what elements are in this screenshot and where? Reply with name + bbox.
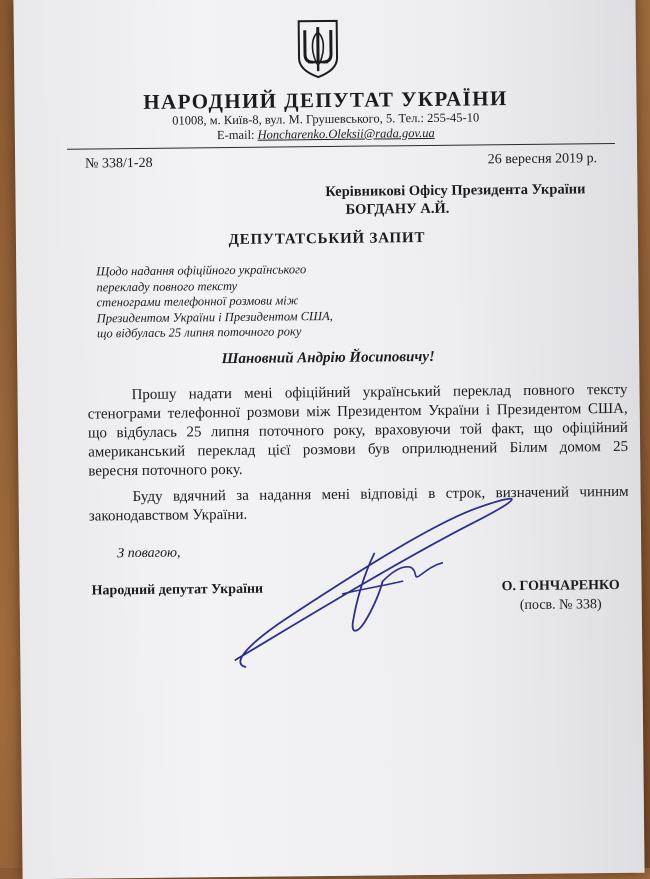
signer-certificate: (посв. № 338) [519, 597, 602, 614]
addressee-position: Керівникові Офісу Президента України [325, 181, 586, 201]
paragraph-line: стенограми телефонної розмови між Президентом України і Президентом США, [87, 400, 628, 423]
letterhead-divider [67, 143, 615, 150]
closing-regards: З повагою, [117, 545, 181, 562]
body-paragraph-2 [89, 483, 629, 527]
paragraph-line: Буду вдячний за надання мені відповіді в строк, визначений чинним [132, 483, 629, 506]
subject-line: Президентом України і Президентом США, [96, 308, 333, 326]
subject-block [96, 262, 333, 342]
email-label: E-mail: [216, 127, 258, 143]
subject-line: перекладу повного тексту [96, 278, 238, 295]
paragraph-line: що відбулась 25 липня поточного року, враховуючи той факт, що офіційний [87, 419, 629, 442]
trident-coat-of-arms-icon [296, 18, 341, 80]
paragraph-line: законодавством України. [88, 506, 248, 525]
subject-line: що відбулась 25 липня поточного року [96, 324, 302, 341]
subject-line: стенограми телефонної розмови між [96, 293, 299, 310]
letter-page [13, 0, 644, 879]
letterhead-address: 01008, м. Київ-8, вул. М. Грушевського, 5. Тел.: 255-45-10 [172, 110, 480, 128]
addressee-name: БОГДАНУ А.Й. [345, 200, 450, 218]
letter-date: 26 вересня 2019 р. [487, 151, 598, 168]
signer-name: О. ГОНЧАРЕНКО [501, 577, 620, 595]
salutation: Шановний Андрію Йосиповичу! [221, 348, 435, 368]
body-paragraph-1 [87, 381, 628, 482]
document-title: ДЕПУТАТСЬКИЙ ЗАПИТ [228, 229, 426, 249]
letterhead-title: НАРОДНИЙ ДЕПУТАТ УКРАЇНИ [143, 86, 508, 114]
email-link[interactable]: Honcharenko.Oleksii@rada.gov.ua [257, 125, 435, 142]
paragraph-line: вересня поточного року. [88, 461, 243, 480]
paragraph-line: Прошу надати мені офіційний український переклад повного тексту [131, 381, 628, 404]
reference-number: № 338/1-28 [85, 155, 153, 172]
subject-line: Щодо надання офіційного українського [96, 262, 307, 279]
signer-title: Народний депутат України [91, 581, 264, 599]
paragraph-line: американський переклад цієї розмови був оприлюднений Білим домом 25 [88, 438, 629, 461]
